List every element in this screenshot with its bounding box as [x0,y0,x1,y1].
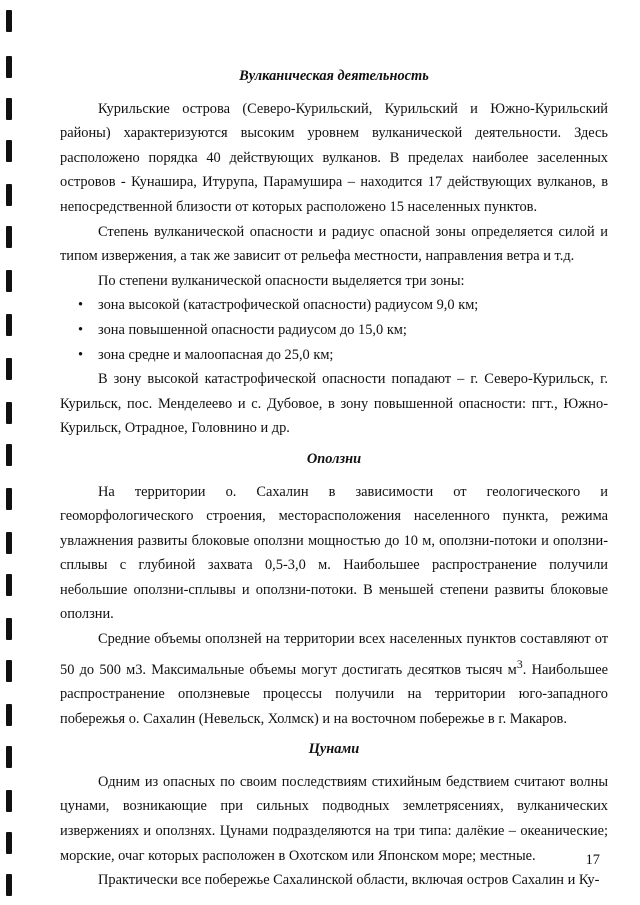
binding-hole [6,874,12,896]
paragraph: По степени вулканической опасности выделяется три зоны: [98,272,465,289]
paragraph: Степень вулканической опасности и радиус опасной зоны определяется силой и типом извержения, а так же зависит от рельефа местности, направления ветра и т.д. [60,223,608,265]
page-number: 17 [585,852,600,868]
binding-hole [6,10,12,32]
zone-list [60,293,608,367]
paragraph: Практически все побережье Сахалинской области, включая остров Сахалин и Ку- [98,872,600,889]
page-content [60,64,608,893]
binding-hole [6,704,12,726]
binding-hole [6,402,12,424]
binding-hole [6,532,12,554]
paragraph: Курильские острова (Северо-Курильский, Курильский и Южно-Курильский районы) характеризуются высоким уровнем вулканической деятельности. Здесь расположено порядка 40 действующих вулканов. В пределах наиболее заселенных островов - Кунашира, Итурупа, Парамушира – находится 17 действующих вулканов, в непосредственной близости от которых расположено 15 населенных пунктов. [60,100,608,215]
binding-hole [6,140,12,162]
section-title-volcanic: Вулканическая деятельность [239,68,429,84]
binding-hole [6,444,12,466]
section-title-tsunami: Цунами [308,741,360,758]
binding-hole [6,574,12,596]
binding-hole [6,488,12,510]
list-item: • зона повышенной опасности радиусом до 15,0 км; [98,318,608,343]
paragraph: В зону высокой катастрофической опасности попадают – г. Северо-Курильск, г. Курильск, пос. Менделеево и с. Дубовое, в зону повышенной опасности: пгт., Южно-Курильск, Отрадное, Головнино и др. [60,371,608,437]
binding-hole [6,660,12,682]
binding-hole [6,226,12,248]
binding-hole [6,618,12,640]
binding-hole [6,98,12,120]
binding-hole [6,832,12,854]
binding-hole [6,790,12,812]
binding-holes [6,0,14,905]
superscript: 3 [516,656,523,671]
paragraph: Одним из опасных по своим последствиям стихийным бедствием считают волны цунами, возникающие при сильных подводных землетрясениях, вулканических извержениях и оползнях. Цунами подразделяются на три типа: далёкие – океанические; морские, очаг которых расположен в Охотском или Японском море; местные. [60,773,608,864]
list-item: • зона средне и малоопасная до 25,0 км; [98,343,608,368]
section-title-landslides: Оползни [306,450,362,467]
binding-hole [6,314,12,336]
list-item: • зона высокой (катастрофической опасности) радиусом 9,0 км; [98,293,608,318]
text-run: Средние объемы оползней на территории всех населенных пунктов составляют от 50 до 500 м3. Максимальные объемы могут достигать десятков тысяч м [60,631,608,678]
paragraph [60,627,608,731]
binding-hole [6,184,12,206]
binding-hole [6,56,12,78]
binding-hole [6,270,12,292]
binding-hole [6,746,12,768]
paragraph: На территории о. Сахалин в зависимости от геологического и геоморфологического строения, месторасположения населенного пункта, режима увлажнения развиты блоковые оползни мощностью до 10 м, оползни-потоки и оползни-сплывы с глубиной захвата 0,5-3,0 м. Наибольшее распространение получили небольшие оползни-сплывы и оползни-потоки. В меньшей степени развиты блоковые оползни. [60,483,608,623]
binding-hole [6,358,12,380]
text-run: . Наибольшее распространение оползневые процессы получили на территории юго-западного побережья о. Сахалин (Невельск, Холмск) и на восточном побережье в г. Макаров. [60,661,608,727]
